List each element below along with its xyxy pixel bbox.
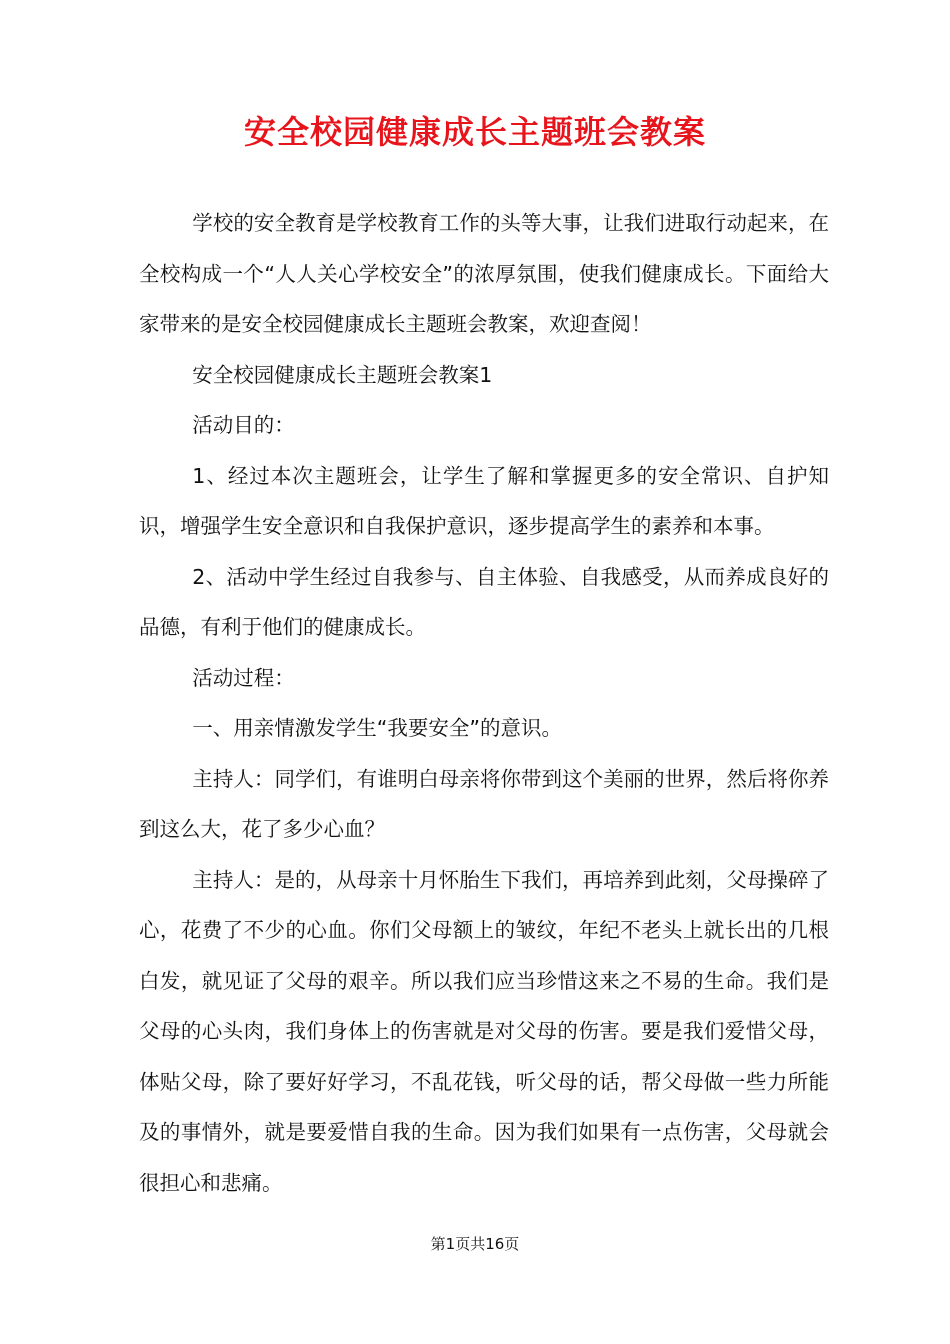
document-title: 安全校园健康成长主题班会教案 [243, 113, 706, 151]
host-paragraph-2: 主持人：是的，从母亲十月怀胎生下我们，再培养到此刻，父母操碎了心，花费了不少的心血。你们父母额上的皱纹，年纪不老头上就长出的几根白发，就见证了父母的艰辛。所以我们应当珍惜这来之不易的生命。我们是父母的心头肉，我们身体上的伤害就是对父母的伤害。要是我们爱惜父母，体贴父母，除了要好好学习，不乱花钱，听父母的话，帮父母做一些力所能及的事情外，就是要爱惜自我的生命。因为我们如果有一点伤害，父母就会很担心和悲痛。 [139, 867, 829, 1195]
process-step-1: 一、用亲情激发学生“我要安全”的意识。 [192, 716, 563, 740]
document-body [139, 198, 829, 1208]
host-paragraph-1: 主持人：同学们，有谁明白母亲将你带到这个美丽的世界，然后将你养到这么大，花了多少心血？ [139, 766, 829, 841]
activity-goal-heading: 活动目的： [192, 413, 295, 437]
goal-item-1: 1、经过本次主题班会，让学生了解和掌握更多的安全常识、自护知识，增强学生安全意识和自我保护意识，逐步提高学生的素养和本事。 [139, 463, 829, 538]
intro-paragraph: 学校的安全教育是学校教育工作的头等大事，让我们进取行动起来，在全校构成一个“人人关心学校安全”的浓厚氛围，使我们健康成长。下面给大家带来的是安全校园健康成长主题班会教案，欢迎查阅！ [139, 211, 829, 336]
page-footer: 第1页共16页 [430, 1235, 520, 1253]
section-heading: 安全校园健康成长主题班会教案1 [192, 362, 493, 387]
goal-item-2: 2、活动中学生经过自我参与、自主体验、自我感受，从而养成良好的品德，有利于他们的健康成长。 [139, 564, 829, 639]
activity-process-heading: 活动过程： [192, 665, 295, 690]
